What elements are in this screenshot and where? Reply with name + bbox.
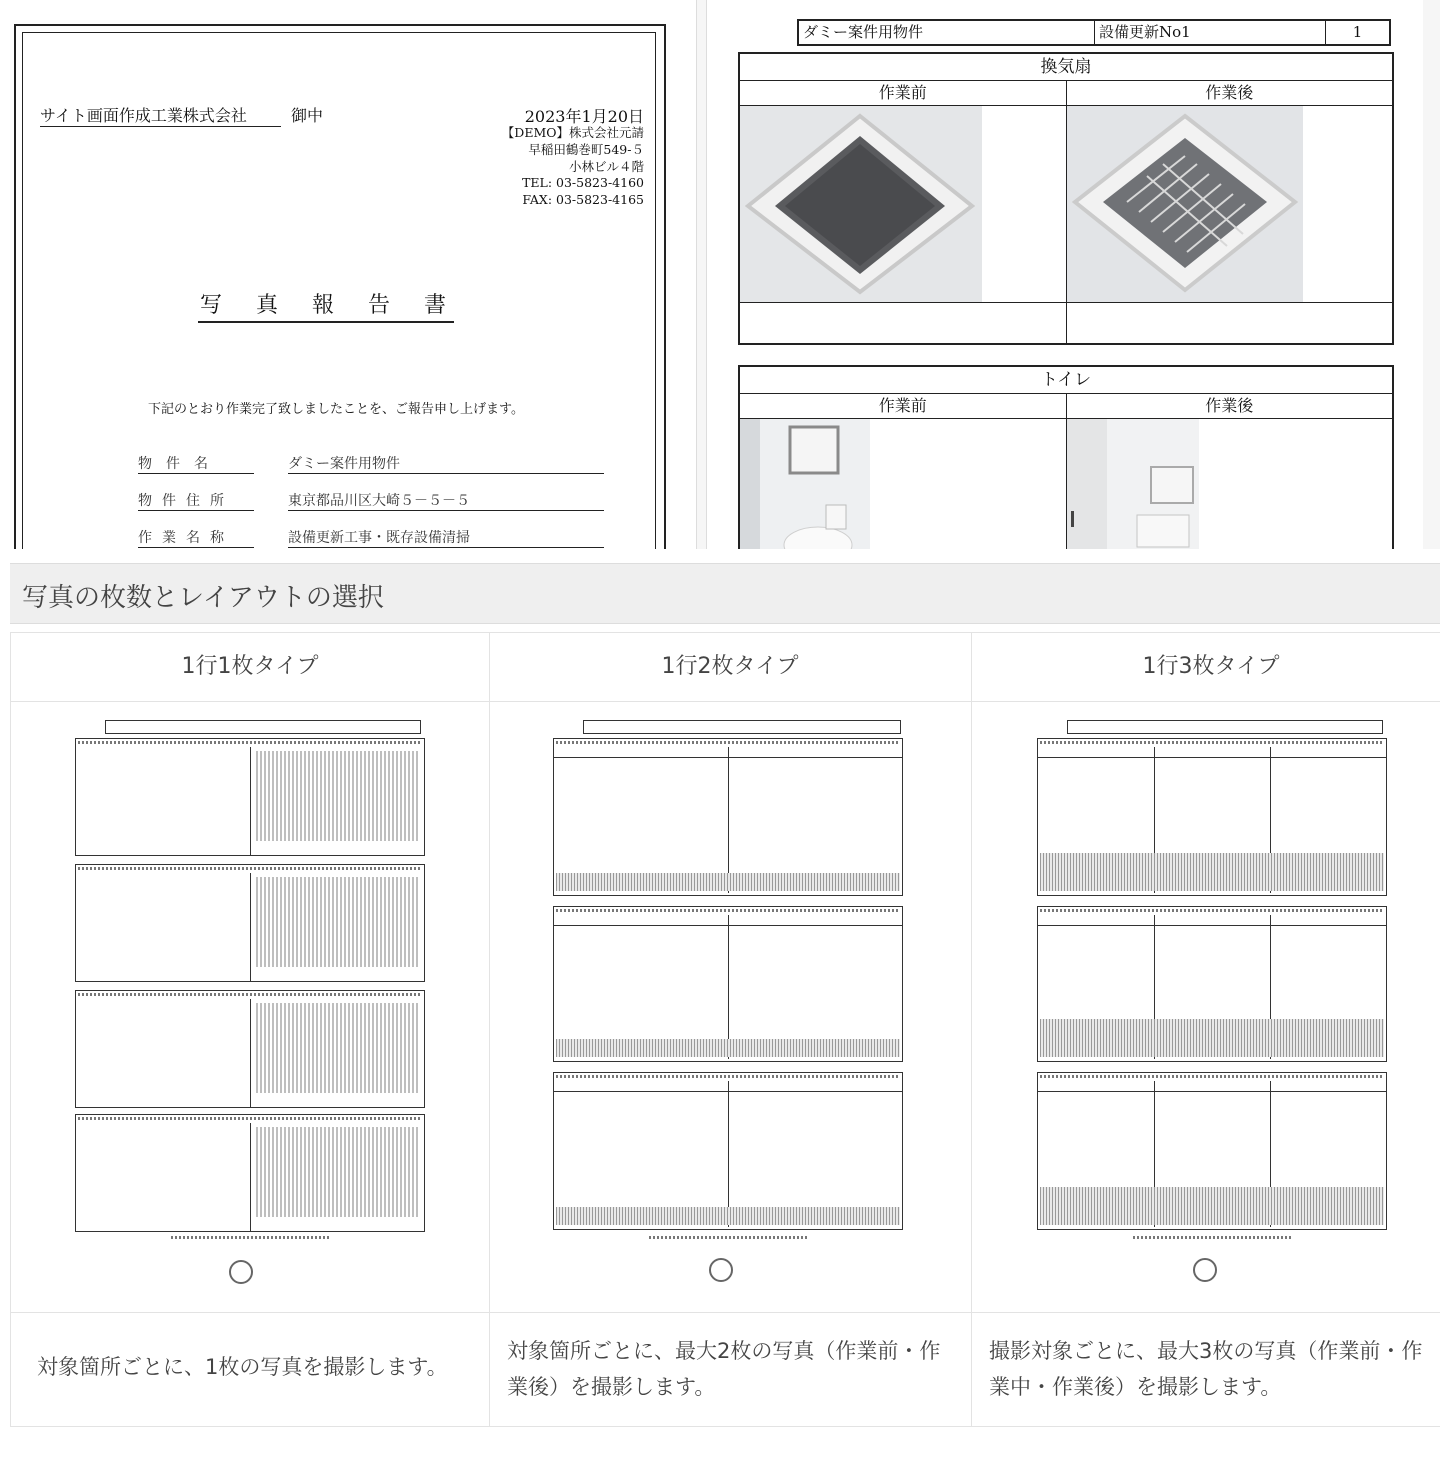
fan-before-image: [740, 106, 982, 302]
layout-selection-title: 写真の枚数とレイアウトの選択: [22, 583, 384, 613]
header-property: ダミー案件用物件: [799, 21, 1095, 44]
layout-thumbnail-3: [1037, 720, 1387, 1250]
column-before: 作業前: [740, 394, 1067, 418]
photo-page-header: [797, 19, 1391, 46]
photo-toilet-after: [1067, 419, 1393, 549]
layout-option-1-radio[interactable]: [229, 1260, 253, 1284]
report-intro: 下記のとおり作業完了致しましたことを、ご報告申し上げます。: [148, 402, 524, 417]
layout-option-2-radio[interactable]: [709, 1258, 733, 1282]
header-page-number: 1: [1352, 23, 1363, 41]
sender-fax: FAX: 03-5823-4165: [522, 192, 644, 207]
field-label-work: 作業名称: [138, 527, 254, 548]
photo-fan-before: [740, 106, 1067, 302]
option-label: 1行2枚タイプ: [489, 633, 971, 702]
photo-fan-after: [1067, 106, 1393, 302]
layout-thumbnail-2: [553, 720, 903, 1250]
layout-option-2[interactable]: [489, 633, 972, 1426]
layout-option-1[interactable]: [11, 633, 490, 1426]
photo-section-toilet: [738, 365, 1394, 549]
field-value-property: ダミー案件用物件: [288, 453, 604, 474]
field-value-address: 東京都品川区大崎５－５－５: [288, 490, 604, 511]
option-description: 対象箇所ごとに、最大2枚の写真（作業前・作業後）を撮影します。: [507, 1339, 941, 1399]
layout-option-3-radio[interactable]: [1193, 1258, 1217, 1282]
photo-toilet-before: [740, 419, 1067, 549]
cover-page-preview: [0, 0, 697, 549]
client-name: サイト画面作成工業株式会社: [40, 103, 281, 127]
report-date: 2023年1月20日: [524, 107, 644, 126]
layout-selection-header: [10, 563, 1440, 624]
toilet-after-image: [1067, 419, 1199, 549]
sender-company: 【DEMO】株式会社元請: [501, 125, 644, 140]
option-description: 対象箇所ごとに、1枚の写真を撮影します。: [37, 1355, 448, 1379]
report-title: 写 真 報 告 書: [198, 288, 454, 323]
fan-after-image: [1067, 106, 1303, 302]
field-value-work: 設備更新工事・既存設備清掃: [288, 527, 604, 548]
document-preview-area: [0, 0, 1440, 549]
photo-page-preview: [706, 0, 1423, 549]
option-description: 撮影対象ごとに、最大3枚の写真（作業前・作業中・作業後）を撮影します。: [989, 1339, 1423, 1399]
sender-building: 小林ビル４階: [568, 159, 644, 174]
section-title: トイレ: [740, 367, 1392, 394]
column-after: 作業後: [1205, 396, 1254, 415]
sender-address: 早稲田鶴巻町549-５: [528, 142, 644, 157]
client-honorific: 御中: [291, 106, 324, 125]
section-title: 換気扇: [740, 54, 1392, 81]
option-label: 1行1枚タイプ: [11, 633, 489, 702]
field-label-property: 物 件 名: [138, 453, 254, 474]
layout-thumbnail-1: [75, 720, 425, 1250]
photo-section-fan: [738, 52, 1394, 345]
column-before: 作業前: [740, 81, 1067, 105]
header-work-no: 設備更新No1: [1095, 21, 1326, 44]
field-label-address: 物件住所: [138, 490, 254, 511]
layout-options-grid: [10, 632, 1440, 1427]
column-after: 作業後: [1205, 83, 1254, 102]
option-label: 1行3枚タイプ: [971, 633, 1440, 702]
toilet-before-image: [740, 419, 870, 549]
sender-tel: TEL: 03-5823-4160: [522, 175, 644, 190]
layout-option-3[interactable]: [971, 633, 1440, 1426]
